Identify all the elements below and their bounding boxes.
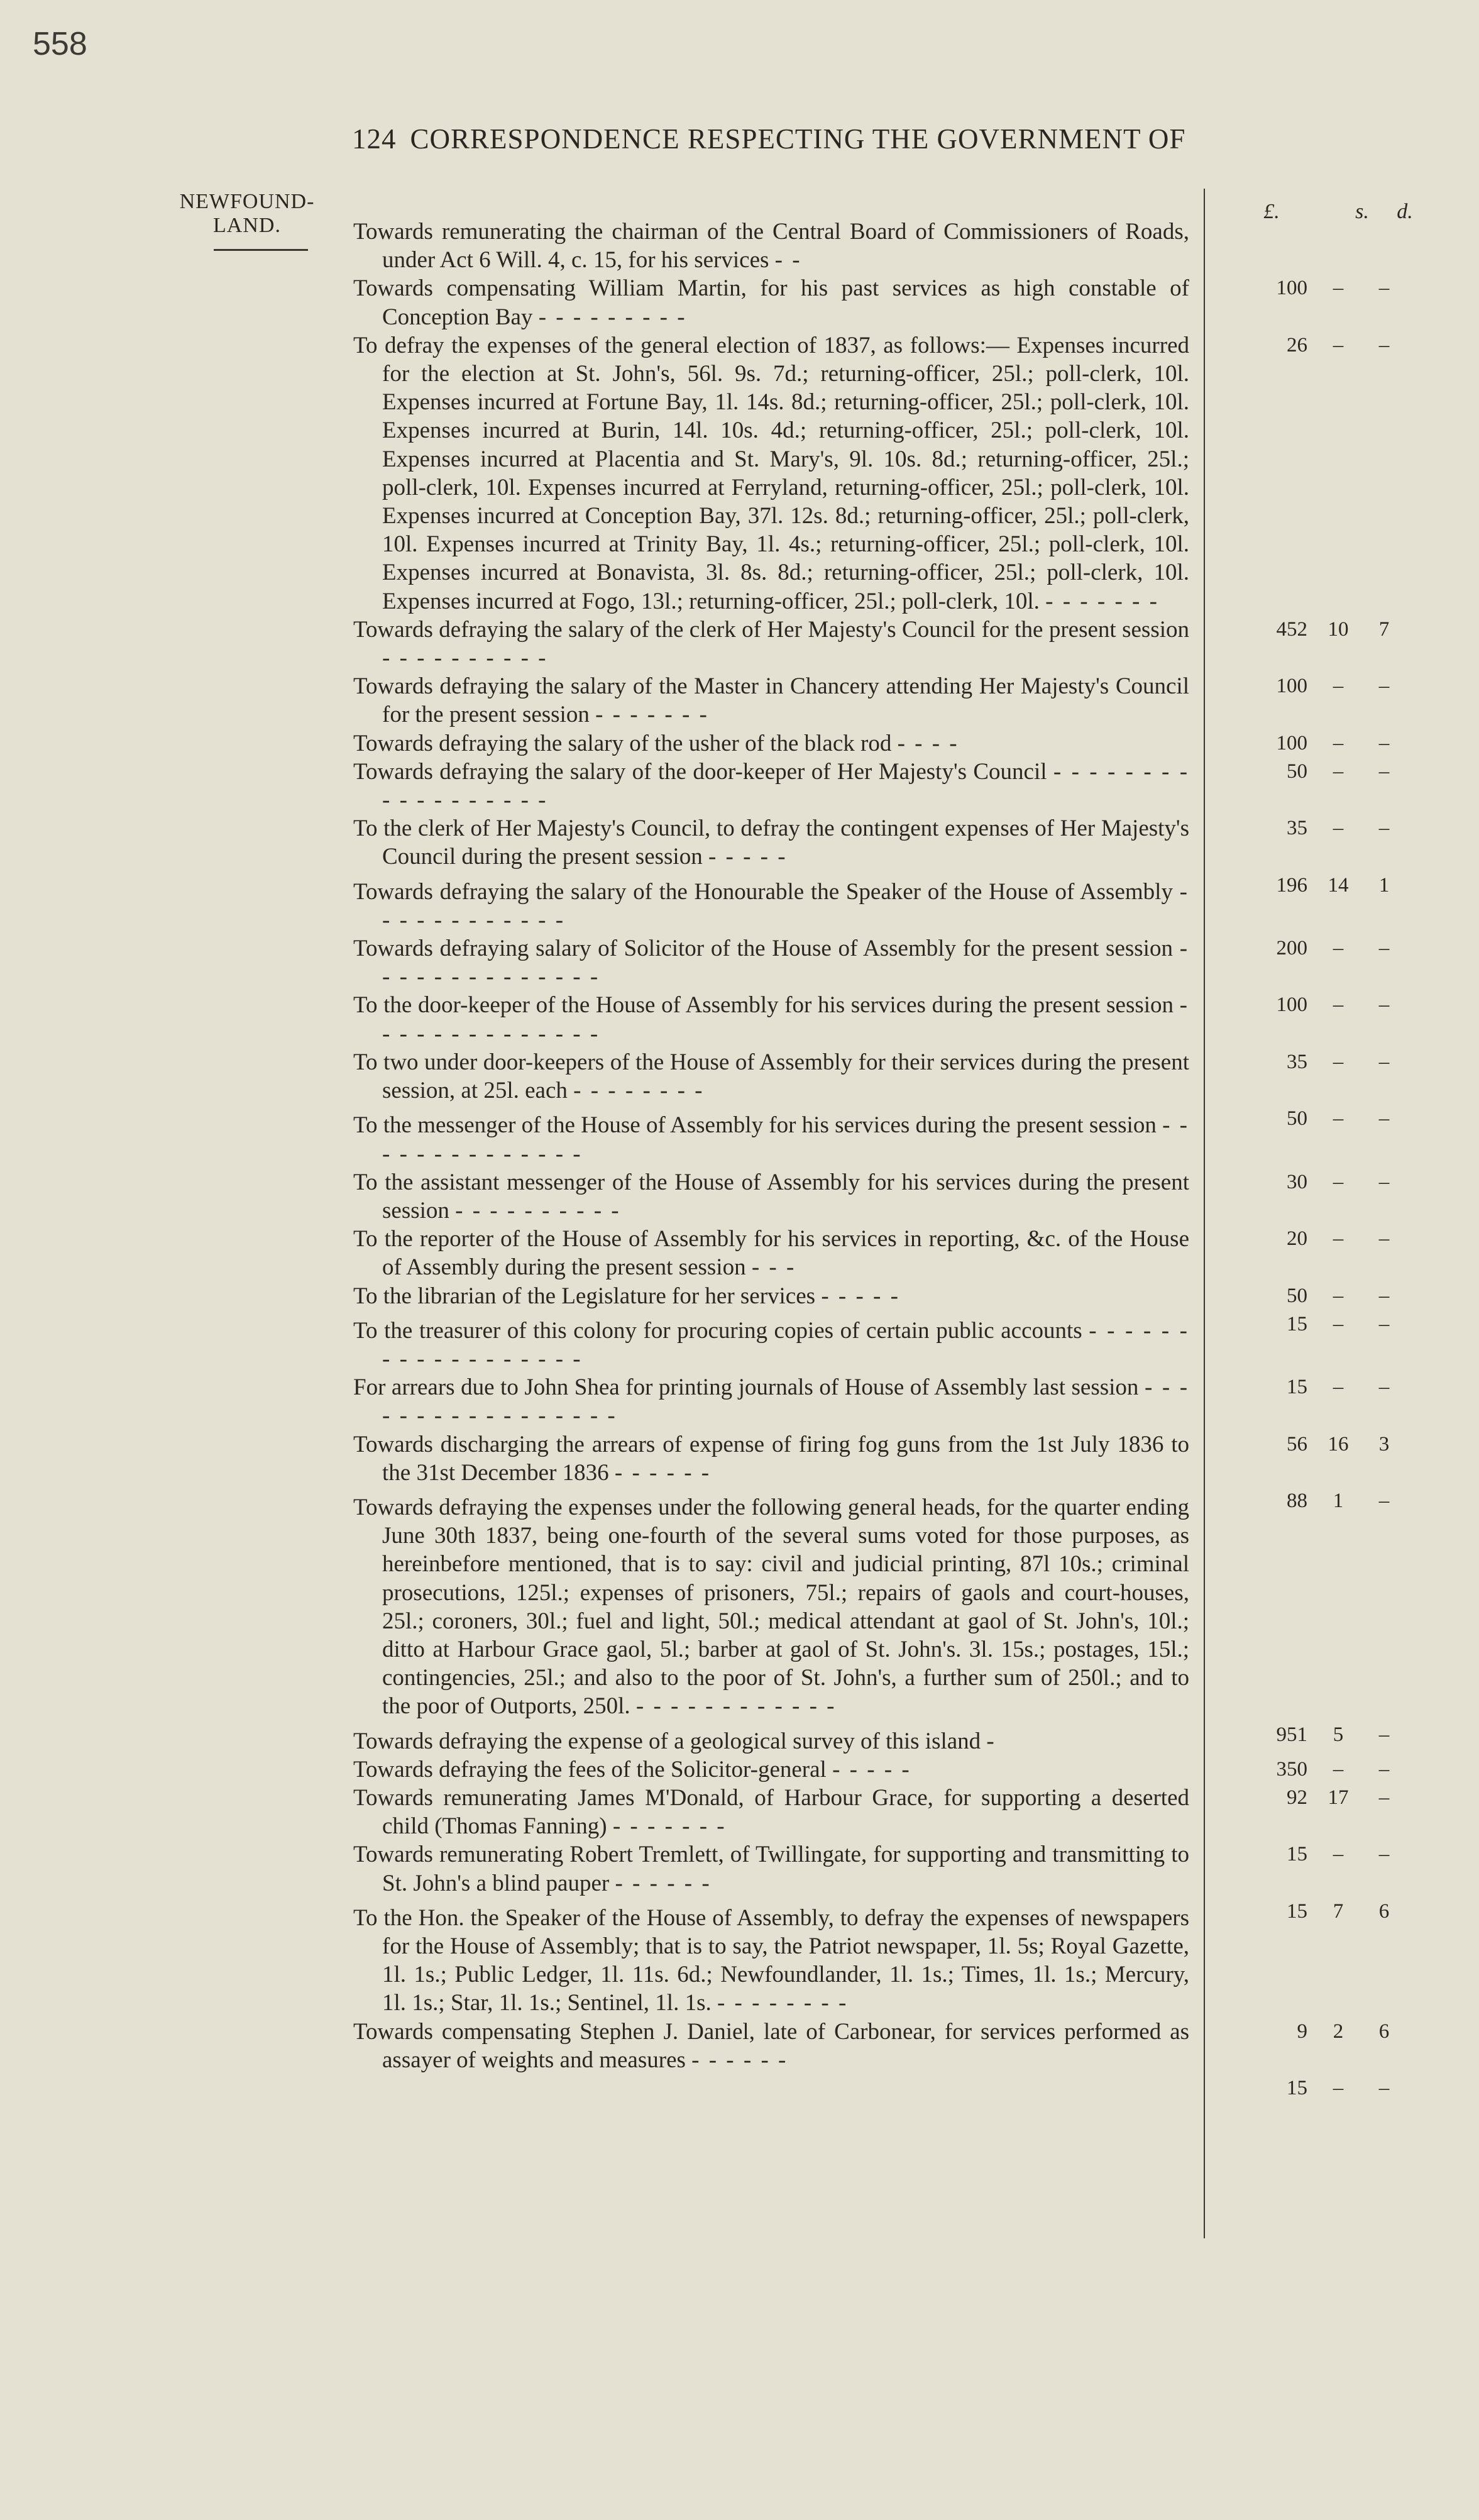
entry-pounds: 50 xyxy=(1287,1284,1307,1307)
entry-shillings: – xyxy=(1333,817,1344,840)
entry-pence: – xyxy=(1378,1723,1390,1746)
entry-shillings: – xyxy=(1333,1170,1344,1193)
entry-text: Towards defraying the salary of the clerk of Her Majesty's Council for the present session xyxy=(353,616,1189,643)
entry-pounds: 15 xyxy=(1287,1899,1307,1923)
entry-pence: – xyxy=(1378,333,1390,356)
entry-text: To the door-keeper of the House of Assembly for his services during the present session xyxy=(353,992,1174,1019)
entry-leader: - - - - - - - - - - - - xyxy=(382,878,1189,933)
entry-pence: – xyxy=(1378,1843,1390,1866)
entry-pounds: 20 xyxy=(1287,1227,1307,1251)
entry-leader: - - - - - - - - - - - - xyxy=(635,1693,837,1720)
entry-text: Towards remunerating the chairman of the Central Board of Commissioners of Roads, under Act 6 Will. 4, c. 15, for his services xyxy=(353,219,1189,274)
entry-pence: 6 xyxy=(1378,1899,1390,1923)
list-item xyxy=(353,218,1390,300)
entry-shillings: 17 xyxy=(1328,1786,1349,1809)
entry-pounds: 26 xyxy=(1287,333,1307,356)
entry-text: Towards defraying the salary of the door-keeper of Her Majesty's Council xyxy=(353,758,1047,785)
entry-leader: - - - - - - - - - - - - - - xyxy=(382,1112,1190,1167)
entry-pence: – xyxy=(1378,937,1390,960)
entry-leader: - - - xyxy=(751,1254,796,1281)
entry-shillings: – xyxy=(1333,1757,1344,1781)
entry-pounds: 15 xyxy=(1287,2077,1307,2099)
entry-shillings: – xyxy=(1333,1843,1344,1866)
running-head-title: CORRESPONDENCE RESPECTING THE GOVERNMENT OF xyxy=(410,123,1186,155)
entry-pence: – xyxy=(1378,1284,1390,1307)
entry-leader: - - - - - - - - - - xyxy=(455,1197,621,1224)
margin-note xyxy=(162,190,332,238)
entry-pounds: 200 xyxy=(1276,937,1307,960)
entry-text: To the treasurer of this colony for procuring copies of certain public accounts xyxy=(353,1317,1082,1344)
entry-pounds: 15 xyxy=(1287,1376,1307,1399)
entry-text: Towards defraying the salary of the usher of the black rod xyxy=(353,730,892,756)
margin-rule xyxy=(214,249,308,251)
running-head-number: 124 xyxy=(352,123,397,155)
entry-text: To the reporter of the House of Assembly for his services in reporting, &c. of the House of Assembly during the present session xyxy=(353,1226,1189,1281)
entry-pence: – xyxy=(1378,760,1390,783)
entry-pence: – xyxy=(1378,1107,1390,1130)
entry-shillings: – xyxy=(1333,1376,1344,1399)
entry-pounds: 88 xyxy=(1287,1489,1307,1512)
entry-text: To the assistant messenger of the House of Assembly for his services during the present session xyxy=(353,1169,1189,1224)
entry-text: Towards discharging the arrears of expense of firing fog guns from the 1st July 1836 to the 31st December 1836 xyxy=(353,1431,1189,1486)
pence-column-heading: d. xyxy=(1397,200,1413,223)
entry-leader: - - - - - - - - - - - - - - xyxy=(382,936,1190,990)
entry-shillings: – xyxy=(1333,2077,1344,2099)
entry-pounds: 100 xyxy=(1276,731,1307,754)
entry-text: To defray the expenses of the general election of 1837, as follows:— Expenses incurred for the election at St. John's, 56l. 9s. 7d.; returning-officer, 25l.; poll-clerk, 10l. Expenses incurred at Fortune Bay, 1l. 14s. 8d.; returning-officer, 25l.; poll-clerk, 10l. Expenses incurred at Burin, 14l. 10s. 4d.; returning-officer, 25l.; poll-clerk, 10l. Expenses incurred at Placentia and St. Mary's, 9l. 10s. 8d.; returning-officer, 25l.; poll-clerk, 10l. Expenses incurred at Ferryland, returning-officer, 25l.; poll-clerk, 10l. Expenses incurred at Conception Bay, 37l. 12s. 8d.; returning-officer, 25l.; poll-clerk, 10l. Expenses incurred at Trinity Bay, 1l. 4s.; returning-officer, 25l.; poll-clerk, 10l. Expenses incurred at Bonavista, 3l. 8s. 8d.; returning-officer, 25l.; poll-clerk, 10l. Expenses incurred at Fogo, 13l.; returning-officer, 25l.; poll-clerk, 10l. xyxy=(353,332,1189,614)
entry-leader: - - xyxy=(774,247,802,274)
entry-leader: - - - - - xyxy=(821,1283,900,1309)
entry-pounds: 100 xyxy=(1276,675,1307,698)
entry-pence: – xyxy=(1378,817,1390,840)
entry-leader: - - - - - - xyxy=(691,2047,788,2073)
entry-pence: 1 xyxy=(1378,873,1390,897)
entry-shillings: – xyxy=(1333,277,1344,300)
entry-text: Towards defraying the fees of the Solicitor-general xyxy=(353,1756,827,1782)
entry-shillings: – xyxy=(1333,993,1344,1017)
entry-pounds: 92 xyxy=(1287,1786,1307,1809)
entry-leader: - - - - - - - - - xyxy=(538,304,687,330)
entry-shillings: – xyxy=(1333,1227,1344,1251)
pounds-column-heading: £. xyxy=(1263,200,1280,223)
margin-note-line: NEWFOUND- xyxy=(179,190,315,213)
entry-text: To the clerk of Her Majesty's Council, to defray the contingent expenses of Her Majesty's Council during the present session xyxy=(353,815,1189,870)
entry-text: Towards compensating Stephen J. Daniel, late of Carbonear, for services performed as assayer of weights and measures xyxy=(353,2018,1189,2073)
entry-shillings: – xyxy=(1333,937,1344,960)
entry-pence: – xyxy=(1378,1312,1390,1335)
entry-leader: - - - - - xyxy=(832,1756,911,1782)
entry-leader: - - - - xyxy=(897,730,959,756)
entry-shillings: – xyxy=(1333,731,1344,754)
entry-pounds: 56 xyxy=(1287,1432,1307,1456)
entry-pence: – xyxy=(1378,1170,1390,1193)
list-item xyxy=(353,2018,1390,2099)
entry-pounds: 35 xyxy=(1287,1050,1307,1073)
entry-pence: – xyxy=(1378,1050,1390,1073)
entry-pounds: 9 xyxy=(1297,2020,1307,2043)
list-item xyxy=(353,1840,1390,1923)
entry-pence: 6 xyxy=(1378,2020,1390,2043)
entry-leader: - - - - - - - xyxy=(1045,588,1159,614)
entry-pounds: 15 xyxy=(1287,1843,1307,1866)
entry-text: To the messenger of the House of Assembly for his services during the present session xyxy=(353,1112,1157,1139)
entry-pounds: 100 xyxy=(1276,993,1307,1017)
entry-shillings: 14 xyxy=(1328,873,1349,897)
entry-leader: - - - - - - - - - - xyxy=(382,645,548,671)
entry-text: For arrears due to John Shea for printing journals of House of Assembly last session xyxy=(353,1374,1139,1401)
page-number: 558 xyxy=(33,26,87,62)
entry-leader: - - - - - - - - - - - - - - - - - - xyxy=(382,758,1190,814)
entry-pounds: 951 xyxy=(1276,1723,1307,1746)
entry-text: Towards remunerating Robert Tremlett, of Twillingate, for supporting and transmitting to St. John's a blind pauper xyxy=(353,1842,1189,1896)
margin-note-line: LAND. xyxy=(213,214,281,237)
entry-leader: - - - - - - - - xyxy=(573,1078,705,1104)
entry-pence: – xyxy=(1378,277,1390,300)
entry-shillings: – xyxy=(1333,1312,1344,1335)
entry-pounds: 100 xyxy=(1276,277,1307,300)
entry-pence: – xyxy=(1378,675,1390,698)
entry-pence: – xyxy=(1378,1757,1390,1781)
entry-text: Towards defraying the expense of a geological survey of this island xyxy=(353,1728,981,1754)
entry-text: Towards defraying the salary of the Honourable the Speaker of the House of Assembly xyxy=(353,878,1173,905)
entry-shillings: 16 xyxy=(1328,1432,1349,1456)
entry-pounds: 15 xyxy=(1287,1312,1307,1335)
entry-leader: - - - - - xyxy=(708,844,788,870)
entry-pence: 7 xyxy=(1378,617,1390,641)
shillings-column-heading: s. xyxy=(1355,200,1369,223)
entry-shillings: 7 xyxy=(1333,1899,1344,1923)
entry-pence: – xyxy=(1378,2077,1390,2099)
entry-pence: – xyxy=(1378,1227,1390,1251)
entry-shillings: – xyxy=(1333,1107,1344,1130)
entry-pounds: 35 xyxy=(1287,817,1307,840)
amount-column-rule xyxy=(1204,189,1205,2238)
running-head xyxy=(352,123,1185,155)
entry-text: To two under door-keepers of the House of Assembly for their services during the present session, at 25l. each xyxy=(353,1049,1189,1104)
entry-text: Towards compensating William Martin, for his past services as high constable of Conception Bay xyxy=(353,275,1189,330)
entry-shillings: – xyxy=(1333,1284,1344,1307)
entry-pounds: 30 xyxy=(1287,1170,1307,1193)
entry-pence: – xyxy=(1378,1376,1390,1399)
entry-text: Towards defraying the salary of the Master in Chancery attending Her Majesty's Council for the present session xyxy=(353,673,1189,728)
entry-shillings: – xyxy=(1333,1050,1344,1073)
entry-pence: – xyxy=(1378,1786,1390,1809)
entry-pence: – xyxy=(1378,1489,1390,1512)
entry-leader: - - - - - - - - xyxy=(717,1990,849,2016)
entry-pounds: 50 xyxy=(1287,760,1307,783)
entry-leader: - - - - - - xyxy=(615,1870,712,1896)
entry-shillings: – xyxy=(1333,333,1344,356)
entry-text: To the Hon. the Speaker of the House of Assembly, to defray the expenses of newspapers for the House of Assembly; that is to say, the Patriot newspaper, 1l. 5s; Royal Gazette, 1l. 1s.; Public Ledger, 1l. 11s. 6d.; Newfoundlander, 1l. 1s.; Times, 1l. 1s.; Mercury, 1l. 1s.; Star, 1l. 1s.; Sentinel, 1l. 1s. xyxy=(353,1904,1189,2016)
entry-leader: - - - - - - - xyxy=(595,702,709,728)
entry-text: Towards defraying the expenses under the following general heads, for the quarter ending June 30th 1837, being one-fourth of the several sums voted for those purposes, as hereinbefore mentioned, that is to say: civil and judicial printing, 87l 10s.; criminal prosecutions, 125l.; expenses of prisoners, 75l.; repairs of gaols and court-houses, 25l.; coroners, 30l.; fuel and light, 50l.; medical attendant at gaol of St. John's, 10l.; ditto at Harbour Grace gaol, 5l.; barber at gaol of St. John's. 3l. 15s.; postages, 15l.; contingencies, 25l.; and also to the poor of St. John's, a further sum of 250l.; and to the poor of Outports, 250l. xyxy=(353,1494,1189,1720)
entry-pounds: 196 xyxy=(1276,873,1307,897)
appropriation-list xyxy=(353,218,1390,2099)
entry-leader: - - - - - - - - - - - - - - - - - xyxy=(382,1374,1190,1429)
entry-leader: - - - - - - - - - - - - - - - - - - xyxy=(382,1317,1189,1372)
entry-shillings: 10 xyxy=(1328,617,1349,641)
entry-leader: - - - - - - xyxy=(614,1459,712,1486)
entry-shillings: 5 xyxy=(1333,1723,1344,1746)
entry-pence: – xyxy=(1378,731,1390,754)
entry-shillings: 1 xyxy=(1333,1489,1344,1512)
entry-pence: – xyxy=(1378,993,1390,1017)
entry-pounds: 350 xyxy=(1276,1757,1307,1781)
entry-text: Towards defraying salary of Solicitor of the House of Assembly for the present session xyxy=(353,936,1173,962)
entry-text: To the librarian of the Legislature for her services xyxy=(353,1283,816,1309)
entry-pounds: 50 xyxy=(1287,1107,1307,1130)
entry-leader: - - - - - - - xyxy=(612,1813,727,1840)
entry-shillings: – xyxy=(1333,760,1344,783)
entry-pounds: 452 xyxy=(1276,617,1307,641)
entry-shillings: 2 xyxy=(1333,2020,1344,2043)
entry-shillings: – xyxy=(1333,675,1344,698)
entry-pence: 3 xyxy=(1378,1432,1390,1456)
entry-leader: - xyxy=(986,1728,996,1754)
entry-leader: - - - - - - - - - - - - - - xyxy=(382,992,1189,1047)
entry-text: Towards remunerating James M'Donald, of Harbour Grace, for supporting a deserted child (Thomas Fanning) xyxy=(353,1784,1189,1840)
